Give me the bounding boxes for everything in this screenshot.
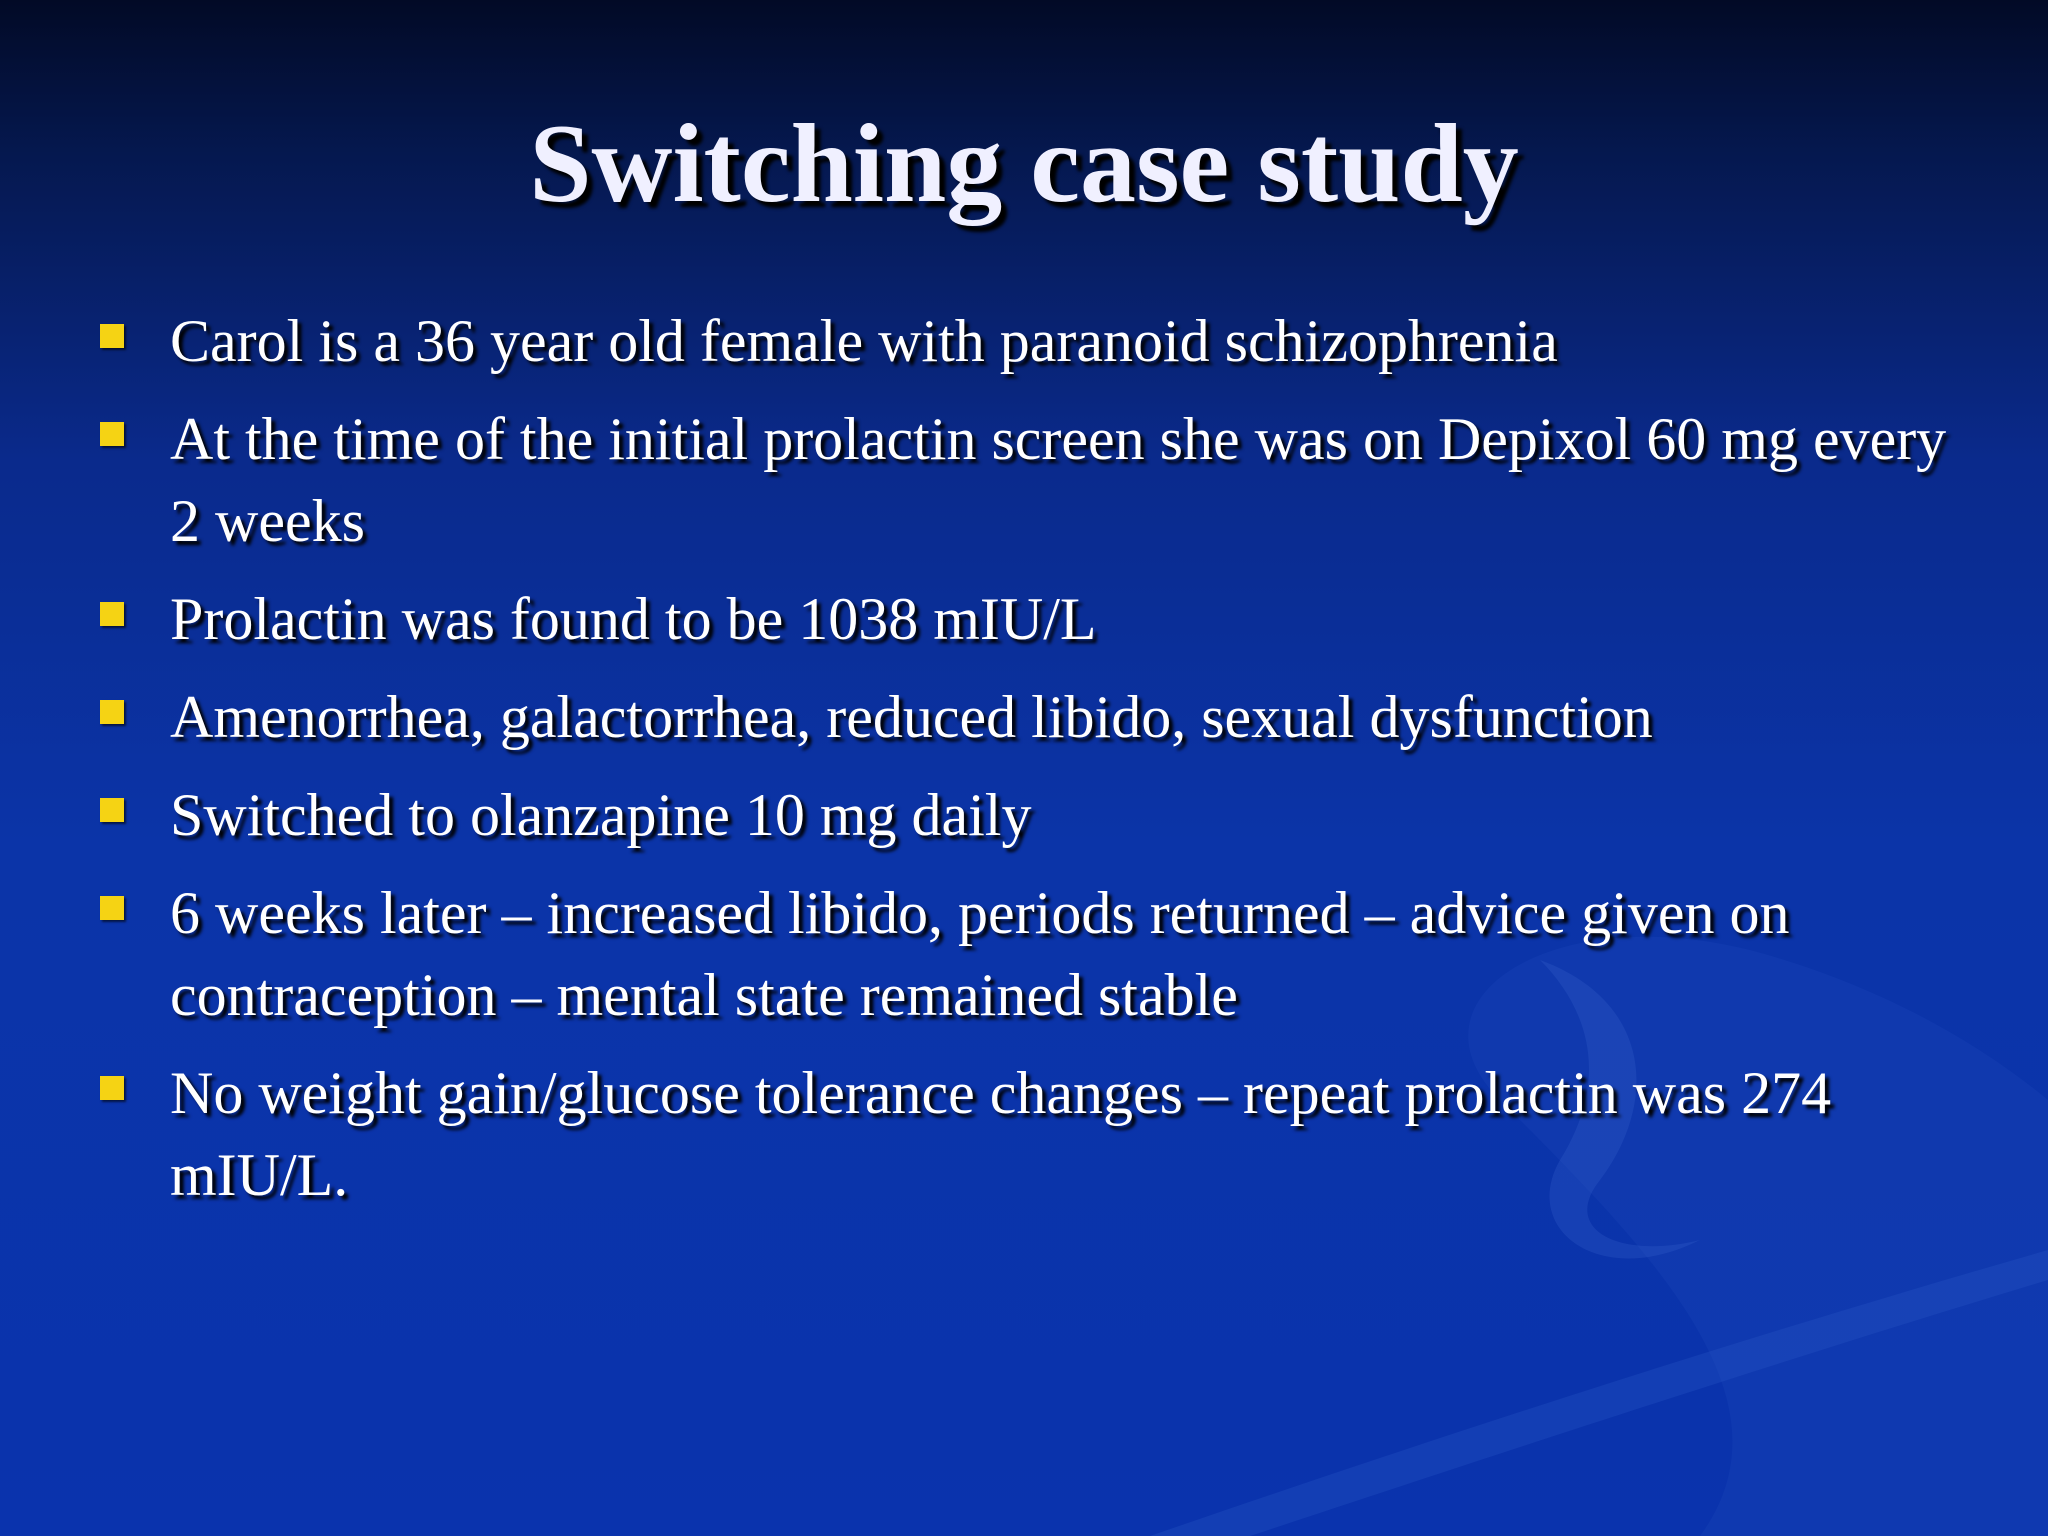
- square-bullet-icon: [100, 324, 124, 348]
- square-bullet-icon: [100, 422, 124, 446]
- square-bullet-icon: [100, 1076, 124, 1100]
- square-bullet-icon: [100, 700, 124, 724]
- bullet-text: Carol is a 36 year old female with paranoid schizophrenia: [170, 308, 1558, 374]
- square-bullet-icon: [100, 896, 124, 920]
- square-bullet-icon: [100, 602, 124, 626]
- bullet-text: 6 weeks later – increased libido, periods returned – advice given on contraception – mental state remained stable: [170, 880, 1790, 1028]
- bullet-text: Amenorrhea, galactorrhea, reduced libido, sexual dysfunction: [170, 684, 1653, 750]
- bullet-text: At the time of the initial prolactin screen she was on Depixol 60 mg every 2 weeks: [170, 406, 1947, 554]
- bullet-text: Prolactin was found to be 1038 mIU/L: [170, 586, 1097, 652]
- bullet-text: No weight gain/glucose tolerance changes – repeat prolactin was 274 mIU/L.: [170, 1060, 1832, 1208]
- bullet-text: Switched to olanzapine 10 mg daily: [170, 782, 1032, 848]
- square-bullet-icon: [100, 798, 124, 822]
- slide-title: Switching case study: [529, 102, 1519, 226]
